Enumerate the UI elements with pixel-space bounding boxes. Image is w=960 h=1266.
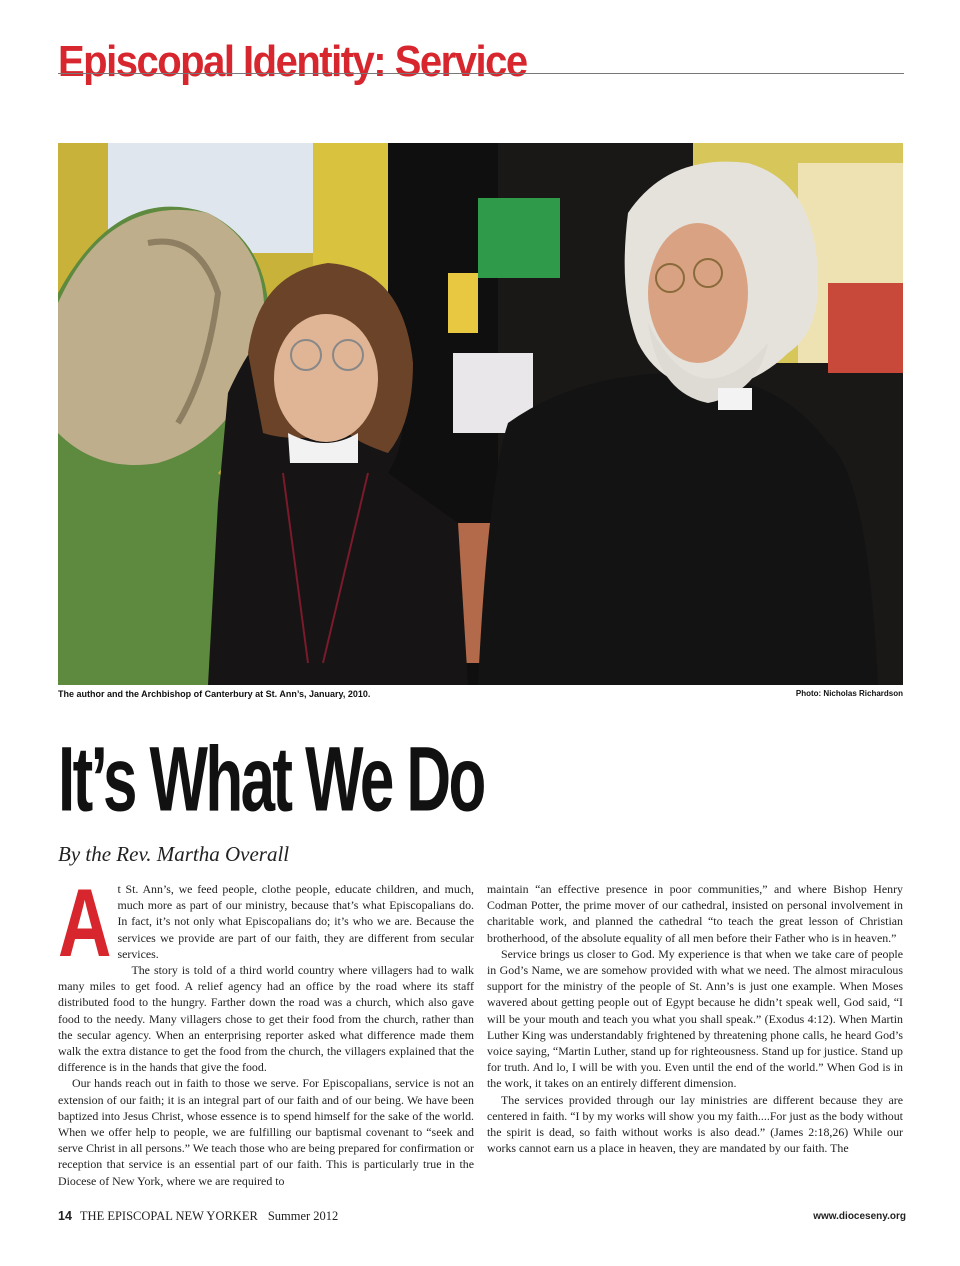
byline: By the Rev. Martha Overall: [58, 842, 290, 866]
body-paragraph: The services provided through our lay ministries are different because they are centered in faith. “I by my works will show you my faith....For just as the body without the spirit is dead, so faith without works is also dead.” (James 2:18,26) While our works cannot earn us a place in heaven, they are mandated by our faith. The: [487, 1092, 903, 1156]
body-column-right: [487, 881, 903, 1156]
caption-text: The author and the Archbishop of Canterbury at St. Ann’s, January, 2010.: [58, 689, 371, 699]
page-number: 14: [58, 1209, 72, 1223]
publication-name: THE EPISCOPAL NEW YORKER: [79, 1209, 258, 1223]
issue-date: Summer 2012: [267, 1209, 339, 1223]
website-link[interactable]: www.dioceseny.org: [813, 1211, 906, 1222]
body-paragraph: Our hands reach out in faith to those we serve. For Episcopalians, service is not an extension of our faith; it is an integral part of our faith and of our being. We have been baptized into Jesus Christ, whose essence is to spend himself for the sake of the world. When we offer help to people, we are fulfilling our baptismal covenant to “seek and serve Christ in all persons.” We teach those who are being prepared for confirmation or reception that service is an essential part of our faith. This is particularly true in the Diocese of New York, where we are required to: [58, 1076, 474, 1188]
photo-caption: [58, 689, 903, 699]
page-footer: [58, 1209, 338, 1224]
photo-credit: Photo: Nicholas Richardson: [795, 689, 903, 698]
paragraph-text: t St. Ann’s, we feed people, clothe people, educate children, and much, much more as part of our ministry, because that’s what Episcopalians do. In fact, it’s not only what Episcopalians do; it’s who we are. Because the services we provide are part of our faith, they are different from secular services.: [117, 882, 474, 961]
section-title: Episcopal Identity: Service: [58, 38, 527, 86]
header-rule: [58, 73, 904, 74]
body-paragraph: The story is told of a third world country where villagers had to walk many miles to get food. A relief agency had an office by the road where its staff distributed food to the hungry. Farther down the road was a church, which also gave food to the needy. Many villagers chose to get their food from the church, rather than the secular agency. When an enterprising reporter asked what difference made them walk the extra distance to get the food from the church, the villagers explained that the difference is in the hands that give the food.: [58, 963, 474, 1075]
photo-illustration: [58, 143, 903, 685]
body-paragraph: maintain “an effective presence in poor communities,” and where Bishop Henry Codman Potter, the prime mover of our cathedral, insisted on personal involvement in charitable work, and planned the cathedral “to teach the great lesson of Christian brotherhood, of the absolute equality of all men before their Father who is in heaven.”: [487, 882, 903, 945]
body-paragraph: [58, 868, 474, 977]
body-paragraph: Service brings us closer to God. My experience is that when we take care of people in God’s Name, we are somehow provided with what we need. The almost miraculous support for the ministry of the people of St. Ann’s is just one example. When Moses wavered about getting people out of Egypt because he didn’t speak well, God said, “I will be your mouth and teach you what you shall speak.” (Exodus 4:12). When Martin Luther King was understandably frightened by threatening phone calls, he heard God’s voice saying, “Martin Luther, stand up for righteousness. Stand up for justice. Stand up for truth. And lo, I will be with you. Even until the end of the world.” When God is in the work, it takes on an entirely different dimension.: [487, 946, 903, 1091]
drop-cap: A: [58, 868, 112, 977]
article-headline: It’s What We Do: [58, 728, 484, 831]
body-column-left: [58, 868, 474, 1189]
article-photo: [58, 143, 903, 685]
